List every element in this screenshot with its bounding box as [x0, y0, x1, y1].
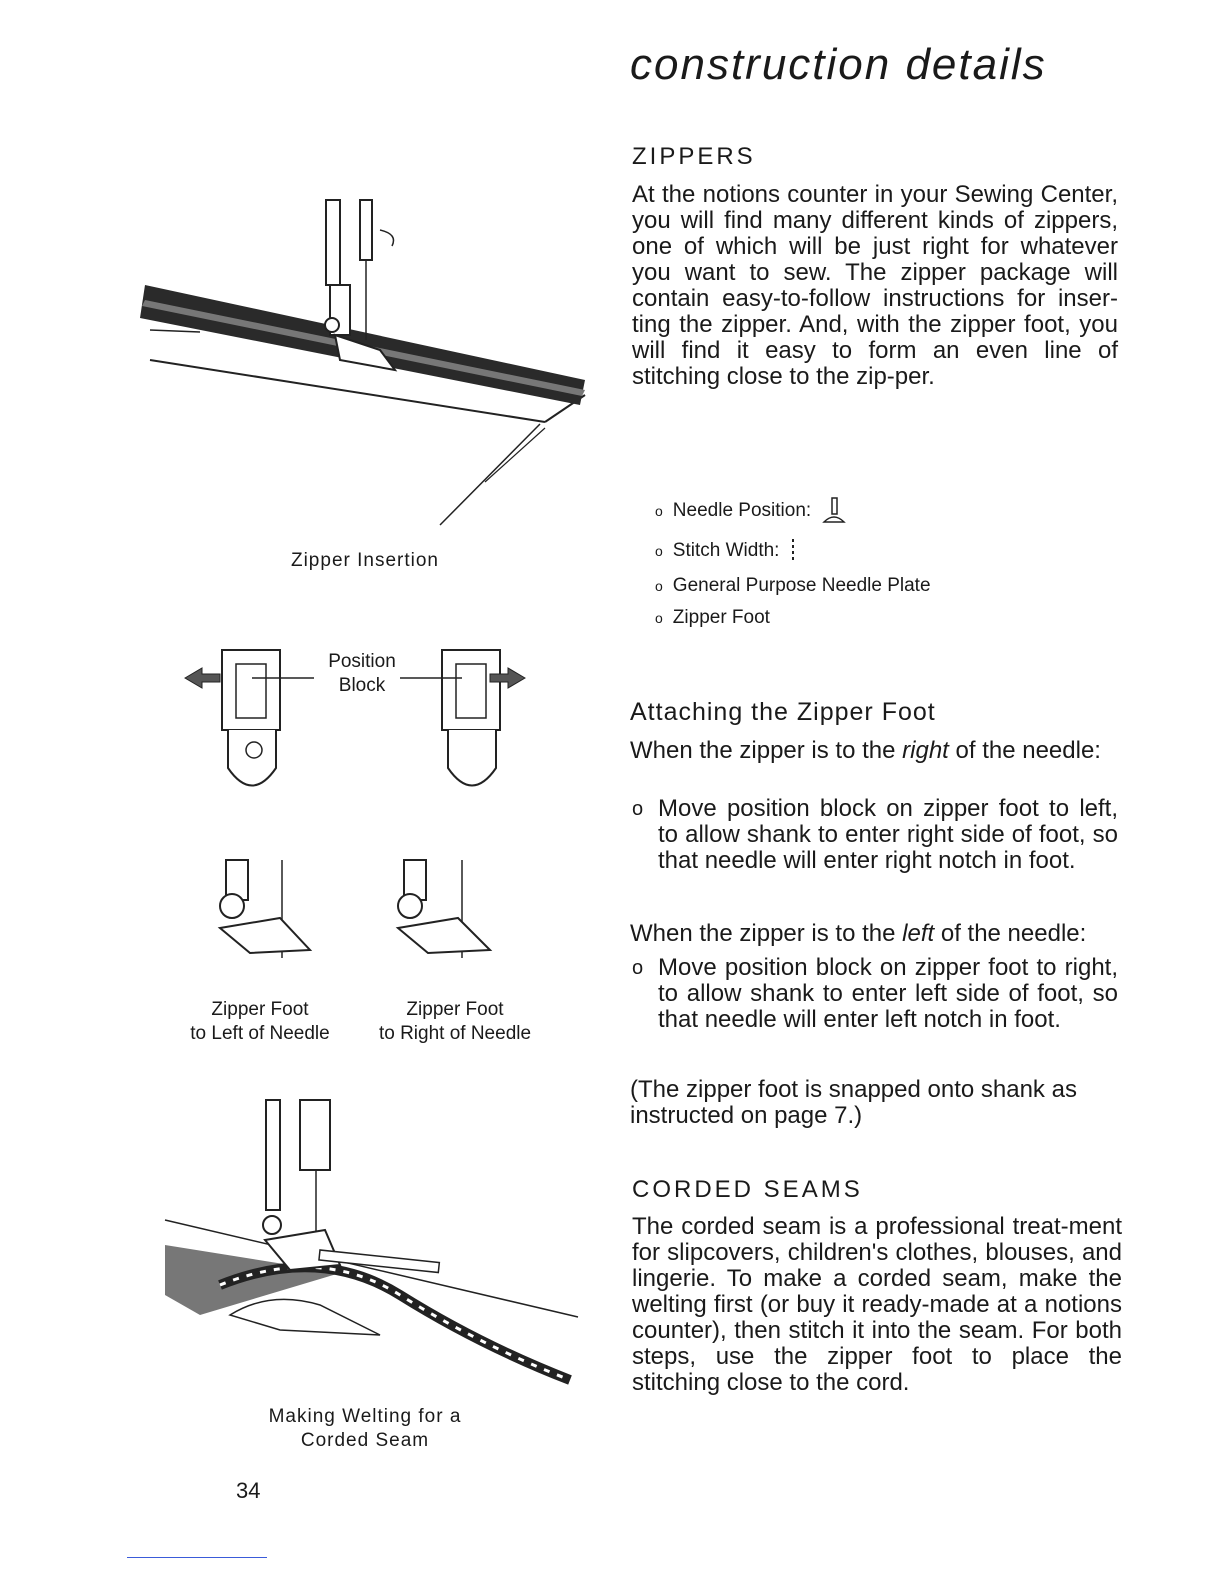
stitch-width-icon: [789, 537, 797, 565]
needle-position-icon: [821, 496, 847, 526]
foot-right-drawing: [398, 860, 490, 958]
position-block-label: Position Block: [328, 651, 396, 696]
left-intro: When the zipper is to the left of the needle:: [630, 920, 1087, 947]
page-number: 34: [236, 1478, 261, 1503]
foot-left-drawing: [220, 860, 310, 958]
zipper-insertion-figure: [140, 190, 590, 535]
right-intro: When the zipper is to the right of the needle:: [630, 737, 1101, 764]
left-step: o Move position block on zipper foot to right, to allow shank to enter left side of foot, so that needle will enter left notch in foot.: [632, 954, 1118, 1033]
spec-zipper-foot: o Zipper Foot: [655, 607, 770, 628]
welting-figure: [160, 1095, 580, 1385]
spec-needle-position: o Needle Position:: [655, 490, 931, 532]
spec-needle-plate: o General Purpose Needle Plate: [655, 575, 931, 596]
page-title: construction details: [630, 40, 1047, 89]
welting-caption: Making Welting for a Corded Seam: [268, 1406, 462, 1451]
spec-stitch-width: o Stitch Width:: [655, 532, 931, 570]
zippers-heading: ZIPPERS: [632, 143, 756, 170]
corded-heading: CORDED SEAMS: [632, 1176, 863, 1203]
shank-note: (The zipper foot is snapped onto shank as instructed on page 7.): [630, 1076, 1077, 1129]
settings-list: [655, 490, 931, 634]
zipper-feet-figure: [190, 858, 530, 978]
right-step: o Move position block on zipper foot to left, to allow shank to enter right side of foot, so that needle will enter right notch in foot.: [632, 795, 1118, 874]
footer-divider: [127, 1557, 267, 1558]
corded-paragraph: The corded seam is a professional treat-ment for slipcovers, children's clothes, blouses, and lingerie. To make a corded seam, make the welting first (or buy it ready-made at a notions counter), then stitch it into the seam. For both steps, use the zipper foot to place the stitching close to the cord.: [632, 1213, 1122, 1396]
zippers-paragraph: At the notions counter in your Sewing Center, you will find many different kinds of zippers, one of which will be just right for whatever you want to sew. The zipper package will contain easy-to-follow instructions for inser-ting the zipper. And, with the zipper foot, you will find it easy to form an even line of stitching close to the zip-per.: [632, 181, 1118, 390]
foot-left-caption: Zipper Foot to Left of Needle: [190, 999, 330, 1044]
zipper-insertion-caption: Zipper Insertion: [290, 550, 439, 571]
foot-right-caption: Zipper Foot to Right of Needle: [378, 999, 532, 1044]
attaching-heading: Attaching the Zipper Foot: [630, 698, 936, 726]
